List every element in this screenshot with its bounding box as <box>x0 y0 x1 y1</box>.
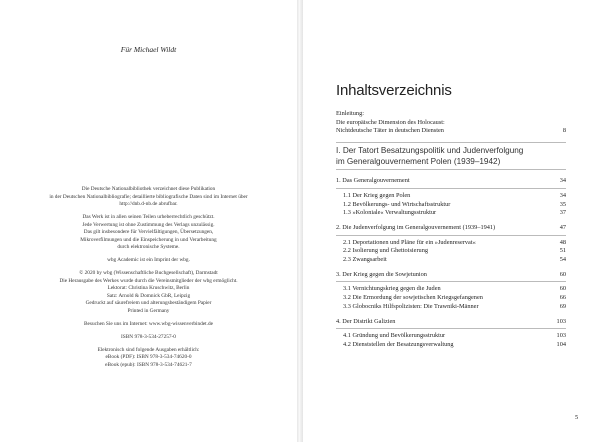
toc-entry-label: 2.1 Deportationen und Pläne für ein »Judenreservat« <box>343 238 476 246</box>
toc-entry-label: 4.1 Gründung und Bevölkerungsstruktur <box>343 332 446 340</box>
toc-chapter <box>336 271 566 280</box>
toc-chapter <box>336 318 566 327</box>
left-page <box>0 0 297 442</box>
toc-entry-page: 37 <box>559 209 566 217</box>
imprint-line: Lektorat: Christina Kruschwitz, Berlin <box>107 285 190 291</box>
toc-entry-label: 1.1 Der Krieg gegen Polen <box>343 191 411 199</box>
imprint-line: Printed in Germany <box>127 307 170 314</box>
toc-chapter <box>336 177 566 186</box>
toc-entry-page: 34 <box>559 177 566 185</box>
toc-part-title: I. Der Tatort Besatzungspolitik und Judenverfolgung im Generalgouvernement Polen (1939–1942) <box>336 146 524 166</box>
toc-entry-page: 48 <box>559 238 566 246</box>
toc-entry-page: 69 <box>559 302 566 310</box>
toc-entry-page: 103 <box>556 332 566 340</box>
toc-entry-label: 2. Die Judenverfolgung im Generalgouvernement (1939–1941) <box>336 223 496 231</box>
imprint-paragraph-isbn <box>0 334 297 342</box>
toc-title: Inhaltsverzeichnis <box>336 82 452 99</box>
imprint-line: Das Werk ist in allen seinen Teilen urheberrechtlich geschützt. <box>82 214 215 220</box>
toc-intro-line: Die europäische Dimension des Holocaust: <box>336 118 445 126</box>
imprint-paragraph-copyright <box>0 214 297 252</box>
page-number: 5 <box>575 414 579 421</box>
imprint-line: durch elektronische Systeme. <box>117 244 180 250</box>
toc-subsection <box>336 192 566 201</box>
imprint-paragraph-imprint <box>0 257 297 265</box>
toc-entry-label: 1. Das Generalgouvernement <box>336 177 410 185</box>
imprint-line: Mikroverfilmungen und die Einspeicherung in und Verarbeitung <box>80 236 217 243</box>
toc-intro-line <box>336 127 566 136</box>
toc-entry-page: 51 <box>559 247 566 255</box>
toc-entry-label: 1.3 »Koloniale« Verwaltungsstruktur <box>343 209 437 217</box>
divider <box>336 142 566 143</box>
toc-subsection <box>336 285 566 294</box>
toc-entry-page: 8 <box>562 127 566 135</box>
toc-entry-label: 3.1 Vernichtungskrieg gegen die Juden <box>343 285 441 293</box>
imprint-line: wbg Academic ist ein Imprint der wbg. <box>107 257 190 263</box>
divider <box>336 235 566 236</box>
toc-subsection <box>336 294 566 303</box>
imprint-line: eBook (PDF): ISBN 978-3-534-74620-0 <box>105 354 192 360</box>
toc-subsection <box>336 247 566 256</box>
divider <box>336 328 566 329</box>
toc-entry-page: 66 <box>559 294 566 302</box>
toc-subsection <box>336 303 566 312</box>
toc-entry-page: 34 <box>559 191 566 199</box>
toc-entry-label: 4.2 Dienststellen der Besatzungsverwaltung <box>343 340 454 348</box>
imprint-line: © 2020 by wbg (Wissenschaftliche Buchgesellschaft), Darmstadt <box>79 270 218 276</box>
toc-entry-label: 3.2 Die Ermordung der sowjetischen Kriegsgefangenen <box>343 294 483 302</box>
toc-entry-label: 1.2 Bevölkerungs- und Wirtschaftsstruktur <box>343 200 451 208</box>
toc-entry-page: 54 <box>559 256 566 264</box>
toc-subsection <box>336 209 566 218</box>
imprint-line: http://dnb.d-nb.de abrufbar. <box>119 201 178 207</box>
toc-subsection <box>336 256 566 265</box>
toc-entry-page: 60 <box>559 285 566 293</box>
toc-entry-label: 2.2 Isolierung und Ghettoisierung <box>343 247 428 255</box>
toc-entry-page: 103 <box>556 317 566 325</box>
imprint-line: in der Deutschen Nationalbibliografie; detaillierte bibliografische Daten sind im Internet über <box>49 193 248 200</box>
imprint-line: Elektronisch sind folgende Ausgaben erhältlich: <box>97 346 200 353</box>
toc-entry-label: 3.3 Globocniks Hilfspolizisten: Die Trawniki-Männer <box>343 302 479 310</box>
imprint-line: Das gilt insbesondere für Vervielfältigungen, Übersetzungen, <box>83 229 214 235</box>
imprint-line: Die Herausgabe des Werkes wurde durch die Vereinsmitglieder der wbg ermöglicht. <box>59 277 238 284</box>
imprint-block <box>0 186 297 375</box>
imprint-line: eBook (epub): ISBN 978-3-534-74621-7 <box>105 361 192 368</box>
divider <box>336 169 566 170</box>
imprint-line: Satz: Arnold & Domnick GbR, Leipzig <box>106 292 191 299</box>
toc-entry-label: 3. Der Krieg gegen die Sowjetunion <box>336 270 427 278</box>
imprint-line: ISBN 978-3-534-27257-0 <box>121 333 176 340</box>
right-page <box>303 0 600 442</box>
imprint-paragraph-website <box>0 321 297 329</box>
divider <box>336 281 566 282</box>
toc-entry-label: 4. Der Distrikt Galizien <box>336 317 396 325</box>
imprint-paragraph-publisher <box>0 270 297 315</box>
toc-subsection <box>336 239 566 248</box>
toc-subsection <box>336 341 566 350</box>
toc-entry-page: 47 <box>559 223 566 231</box>
toc-intro-line: Einleitung: <box>336 110 364 117</box>
imprint-paragraph-ebook <box>0 347 297 370</box>
toc-entry-page: 35 <box>559 200 566 208</box>
toc-entry-page: 104 <box>556 340 566 348</box>
imprint-paragraph-dnb <box>0 186 297 209</box>
imprint-line: Besuchen Sie uns im Internet: www.wbg-wissenverbindet.de <box>84 320 213 327</box>
toc-entry-label: 2.3 Zwangsarbeit <box>343 256 387 264</box>
imprint-line: Die Deutsche Nationalbibliothek verzeichnet diese Publikation <box>81 186 216 192</box>
imprint-line: Jede Verwertung ist ohne Zustimmung des Verlags unzulässig. <box>82 221 215 228</box>
toc-chapter <box>336 224 566 233</box>
toc-subsection <box>336 332 566 341</box>
toc-subsection <box>336 201 566 210</box>
toc-entry-page: 60 <box>559 270 566 278</box>
table-of-contents <box>336 110 566 350</box>
toc-entry-label: Nichtdeutsche Täter in deutschen Diensten <box>336 127 444 135</box>
dedication: Für Michael Wildt <box>120 45 177 54</box>
imprint-line: Gedruckt auf säurefreiem und alterungsbeständigem Papier <box>85 300 212 306</box>
divider <box>336 188 566 189</box>
